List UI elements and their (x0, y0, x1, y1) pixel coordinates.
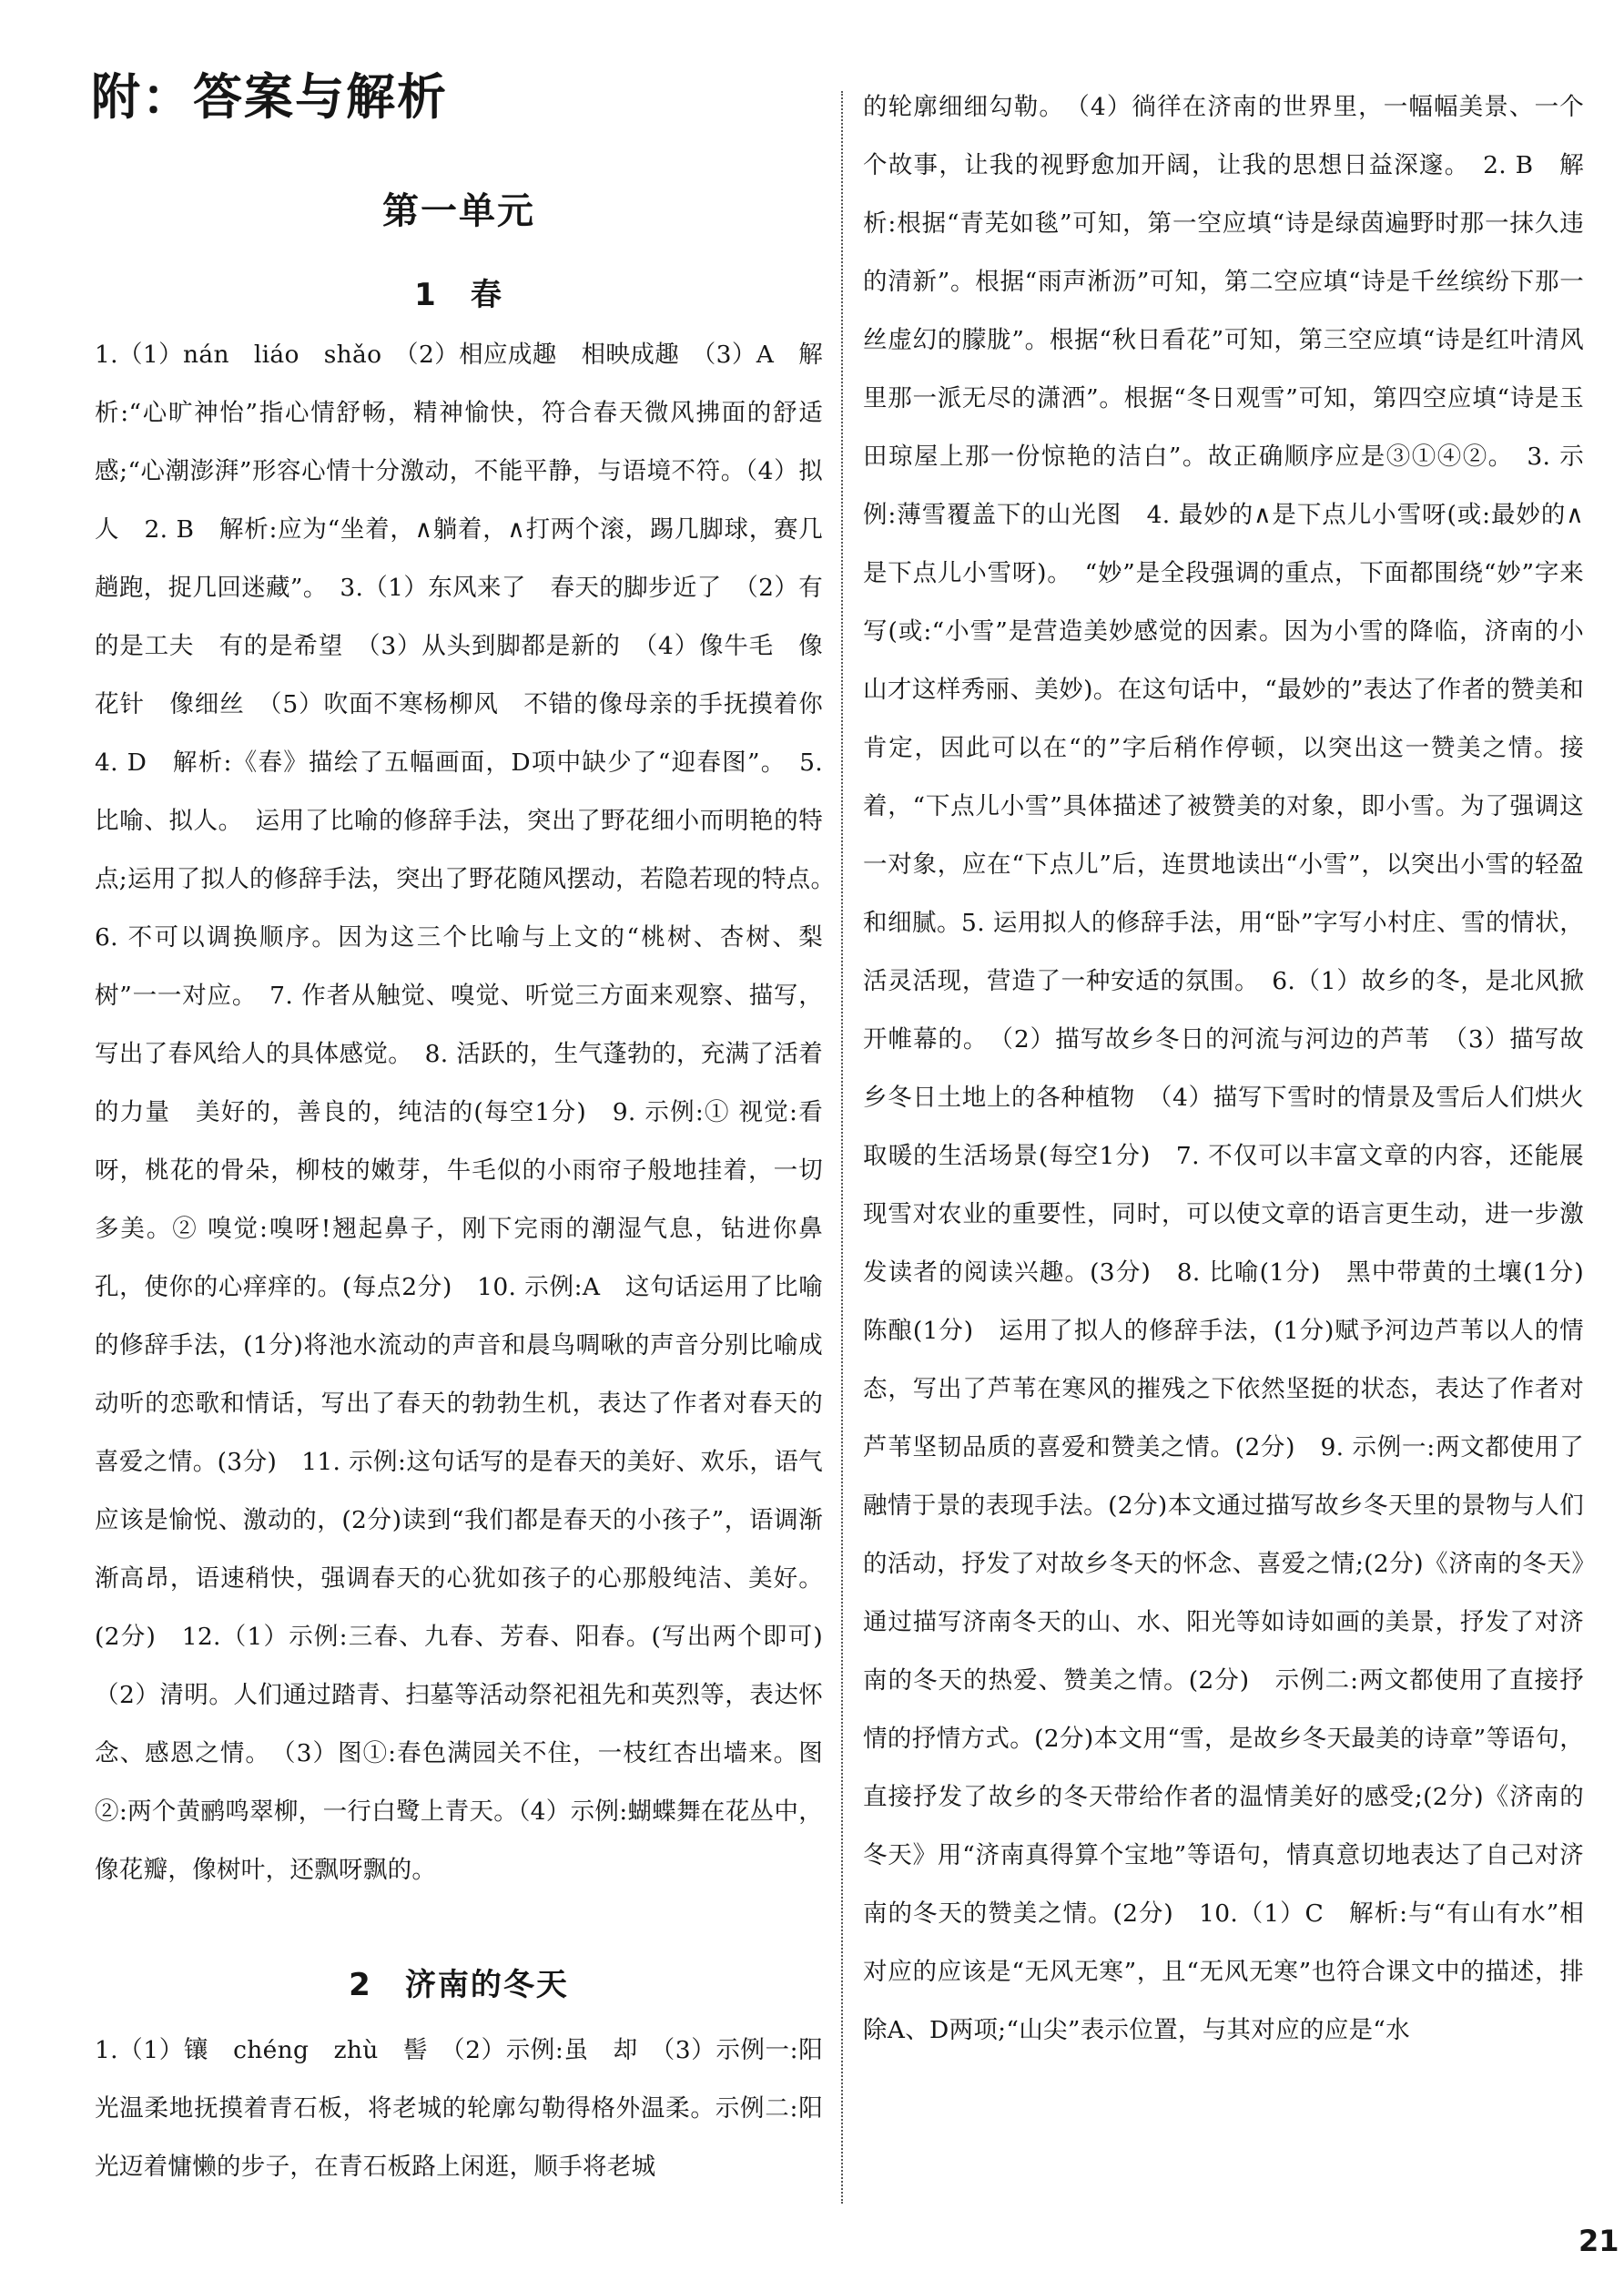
lesson-2-title: 2 济南的冬天 (349, 1967, 569, 2003)
page-number: 21 (1578, 2224, 1619, 2258)
page-heading: 附：答案与解析 (91, 68, 448, 126)
lesson-2-answers: 1.（1）镶 chéng zhù 髻 （2）示例:虽 却 （3）示例一:阳光温柔地抚摸着青石板，将老城的轮廓勾勒得格外温柔。示例二:阳光迈着慵懒的步子，在青石板路上闲逛，顺手将老城 (95, 2036, 823, 2181)
lesson-2-answers-continued: 的轮廓细细勾勒。 （4）徜徉在济南的世界里，一幅幅美景、一个个故事，让我的视野愈加开阔，让我的思想日益深邃。 2. B 解析:根据“青芜如毯”可知，第一空应填“诗是绿茵遍野时那一抹久违的清新”。根据“雨声淅沥”可知，第二空应填“诗是千丝缤纷下那一丝虚幻的朦胧”。根据“秋日看花”可知，第三空应填“诗是红叶清风里那一派无尽的潇洒”。根据“冬日观雪”可知，第四空应填“诗是玉田琼屋上那一份惊艳的洁白”。故正确顺序应是③①④②。 3. 示例:薄雪覆盖下的山光图 4. 最妙的∧是下点儿小雪呀(或:最妙的∧是下点儿小雪呀)。 “妙”是全段强调的重点，下面都围绕“妙”字来写(或:“小雪”是营造美妙感觉的因素。因为小雪的降临，济南的小山才这样秀丽、美妙)。在这句话中，“最妙的”表达了作者的赞美和肯定，因此可以在“的”字后稍作停顿，以突出这一赞美之情。接着，“下点儿小雪”具体描述了被赞美的对象，即小雪。为了强调这一对象，应在“下点儿”后，连贯地读出“小雪”，以突出小雪的轻盈和细腻。5. 运用拟人的修辞手法，用“卧”字写小村庄、雪的情状，活灵活现，营造了一种安适的氛围。 6.（1）故乡的冬，是北风掀开帷幕的。 （2）描写故乡冬日的河流与河边的芦苇 （3）描写故乡冬日土地上的各种植物 （4）描写下雪时的情景及雪后人们烘火取暖的生活场景(每空1分) 7. 不仅可以丰富文章的内容，还能展现雪对农业的重要性，同时，可以使文章的语言更生动，进一步激发读者的阅读兴趣。(3分) 8. 比喻(1分) 黑中带黄的土壤(1分) 陈酿(1分) 运用了拟人的修辞手法，(1分)赋予河边芦苇以人的情态，写出了芦苇在寒风的摧残之下依然坚挺的状态，表达了作者对芦苇坚韧品质的喜爱和赞美之情。(2分) 9. 示例一:两文都使用了融情于景的表现手法。(2分)本文通过描写故乡冬天里的景物与人们的活动，抒发了对故乡冬天的怀念、喜爱之情;(2分)《济南的冬天》通过描写济南冬天的山、水、阳光等如诗如画的美景，抒发了对济南的冬天的热爱、赞美之情。(2分) 示例二:两文都使用了直接抒情的抒情方式。(2分)本文用“雪，是故乡冬天最美的诗章”等语句，直接抒发了故乡的冬天带给作者的温情美好的感受;(2分)《济南的冬天》用“济南真得算个宝地”等语句，情真意切地表达了自己对济南的冬天的赞美之情。(2分) 10.（1）C 解析:与“有山有水”相对应的应该是“无风无寒”，且“无风无寒”也符合课文中的描述，排除A、D两项;“山尖”表示位置，与其对应的应是“水 (863, 93, 1609, 2044)
unit-title: 第一单元 (382, 190, 535, 232)
lesson-1-answers: 1.（1）nán liáo shǎo （2）相应成趣 相映成趣 （3）A 解析:“心旷神怡”指心情舒畅，精神愉快，符合春天微风拂面的舒适感;“心潮澎湃”形容心情十分激动，不能平静，与语境不符。（4）拟人 2. B 解析:应为“坐着，∧躺着，∧打两个滚，踢几脚球，赛几趟跑，捉几回迷藏”。 3.（1）东风来了 春天的脚步近了 （2）有的是工夫 有的是希望 （3）从头到脚都是新的 （4）像牛毛 像花针 像细丝 （5）吹面不寒杨柳风 不错的像母亲的手抚摸着你 4. D 解析:《春》描绘了五幅画面，D项中缺少了“迎春图”。 5. 比喻、拟人。 运用了比喻的修辞手法，突出了野花细小而明艳的特点;运用了拟人的修辞手法，突出了野花随风摆动，若隐若现的特点。 6. 不可以调换顺序。因为这三个比喻与上文的“桃树、杏树、梨树”一一对应。 7. 作者从触觉、嗅觉、听觉三方面来观察、描写，写出了春风给人的具体感觉。 8. 活跃的，生气蓬勃的，充满了活着的力量 美好的，善良的，纯洁的(每空1分) 9. 示例:① 视觉:看呀，桃花的骨朵，柳枝的嫩芽，牛毛似的小雨帘子般地挂着，一切多美。② 嗅觉:嗅呀!翘起鼻子，刚下完雨的潮湿气息，钻进你鼻孔，使你的心痒痒的。(每点2分) 10. 示例:A 这句话运用了比喻的修辞手法，(1分)将池水流动的声音和晨鸟啁啾的声音分别比喻成动听的恋歌和情话，写出了春天的勃勃生机，表达了作者对春天的喜爱之情。(3分) 11. 示例:这句话写的是春天的美好、欢乐，语气应该是愉悦、激动的，(2分)读到“我们都是春天的小孩子”，语调渐渐高昂，语速稍快，强调春天的心犹如孩子的心那般纯洁、美好。(2分) 12.（1）示例:三春、九春、芳春、阳春。(写出两个即可) （2）清明。人们通过踏青、扫墓等活动祭祀祖先和英烈等，表达怀念、感恩之情。 （3）图①:春色满园关不住，一枝红杏出墙来。图②:两个黄鹂鸣翠柳，一行白鹭上青天。（4）示例:蝴蝶舞在花丛中，像花瓣，像树叶，还飘呀飘的。 (95, 341, 848, 1884)
lesson-1-title: 1 春 (414, 277, 503, 313)
column-divider (841, 91, 843, 2204)
